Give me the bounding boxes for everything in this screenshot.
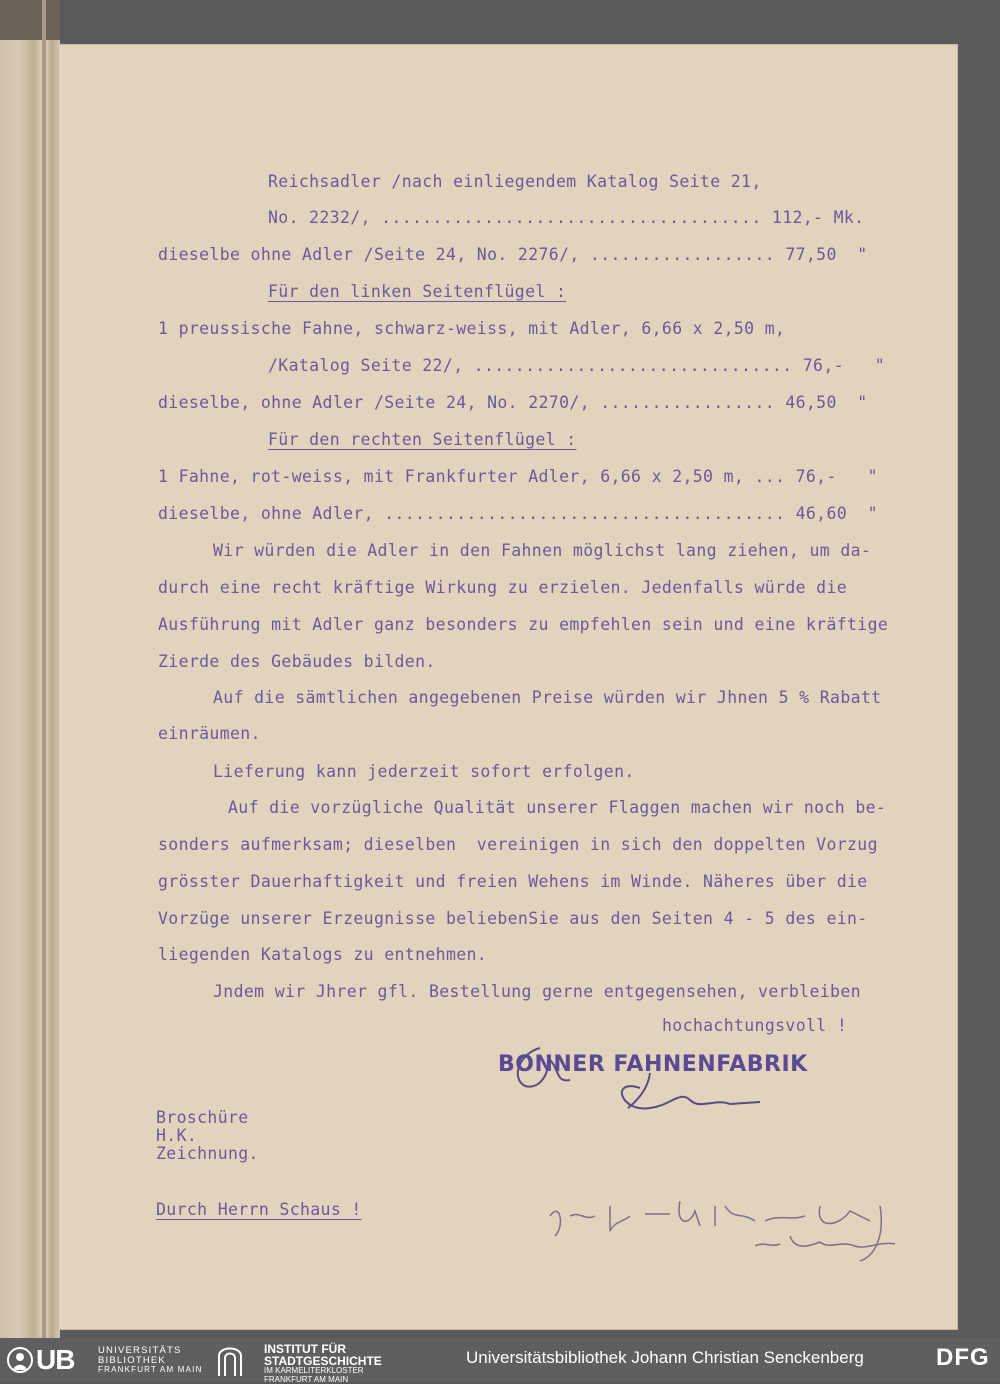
letter-line: dieselbe ohne Adler /Seite 24, No. 2276/, .................. 77,50 " (158, 245, 958, 264)
letter-line: liegenden Katalogs zu entnehmen. (158, 945, 958, 964)
enclosure-item: Broschüre (156, 1108, 958, 1127)
dfg-logo: DFG (936, 1344, 990, 1372)
letter-line: No. 2232/, ..................................... 112,- Mk. (268, 208, 958, 227)
letter-line: 1 preussische Fahne, schwarz-weiss, mit Adler, 6,66 x 2,50 m, (158, 319, 958, 338)
ub-line: FRANKFURT AM MAIN (98, 1366, 203, 1375)
letter-line: Auf die sämtlichen angegebenen Preise würden wir Jhnen 5 % Rabatt (213, 688, 958, 707)
letter-line: Auf die vorzügliche Qualität unserer Flaggen machen wir noch be- (228, 798, 958, 817)
closing-line: hochachtungsvoll ! (662, 1016, 958, 1035)
section-heading-right-wing: Für den rechten Seitenflügel : (268, 430, 958, 449)
letter-line: Lieferung kann jederzeit sofort erfolgen. (213, 762, 958, 781)
letter-line: durch eine recht kräftige Wirkung zu erzielen. Jedenfalls würde die (158, 578, 958, 597)
ub-logo-text: UB (36, 1344, 74, 1376)
enclosure-item: Zeichnung. (156, 1144, 958, 1163)
company-stamp: BONNER FAHNENFABRIK (498, 1052, 808, 1077)
institute-arch-icon (216, 1342, 244, 1378)
institute-line: IM KARMELITERKLOSTER (264, 1367, 382, 1376)
letter-line: /Katalog Seite 22/, ............................... 76,- " (268, 356, 958, 375)
letter-line: Ausführung mit Adler ganz besonders zu empfehlen sein und eine kräftige (158, 615, 958, 634)
binder-edge (0, 0, 60, 1338)
letter-line: dieselbe, ohne Adler, ....................................... 46,60 " (158, 504, 958, 523)
letter-line: Vorzüge unserer Erzeugnisse beliebenSie aus den Seiten 4 - 5 des ein- (158, 909, 958, 928)
letter-line: Wir würden die Adler in den Fahnen möglichst lang ziehen, um da- (213, 541, 958, 560)
letter-line: dieselbe, ohne Adler /Seite 24, No. 2270/, ................. 46,50 " (158, 393, 958, 412)
institute-line: FRANKFURT AM MAIN (264, 1376, 382, 1384)
letter-line: Jndem wir Jhrer gfl. Bestellung gerne entgegensehen, verbleiben (213, 982, 958, 1001)
institute-line: STADTGESCHICHTE (264, 1355, 382, 1367)
footer-bar (0, 1338, 1000, 1382)
letter-line: einräumen. (158, 724, 958, 743)
letter-page (58, 44, 958, 1330)
letter-line: grösster Dauerhaftigkeit und freien Wehens im Winde. Näheres über die (158, 872, 958, 891)
ub-line: UNIVERSITÄTS (98, 1346, 203, 1356)
delivery-note: Durch Herrn Schaus ! (156, 1200, 958, 1219)
institute-line: INSTITUT FÜR (264, 1343, 382, 1355)
section-heading-left-wing: Für den linken Seitenflügel : (268, 282, 958, 301)
ub-seal-icon (6, 1342, 34, 1378)
binder-cover (0, 0, 60, 40)
ub-line: BIBLIOTHEK (98, 1356, 203, 1366)
letter-line: Reichsadler /nach einliegendem Katalog Seite 21, (268, 172, 958, 191)
handwritten-note (540, 1186, 920, 1266)
binder-fold (42, 0, 46, 1338)
library-name: Universitätsbibliothek Johann Christian Senckenberg (466, 1348, 864, 1368)
enclosure-item: H.K. (156, 1126, 958, 1145)
letter-line: Zierde des Gebäudes bilden. (158, 652, 958, 671)
letter-line: sonders aufmerksam; dieselben vereinigen in sich den doppelten Vorzug (158, 835, 958, 854)
institute-logo-lines (264, 1343, 382, 1384)
handwritten-signature (500, 1028, 780, 1128)
letter-line: 1 Fahne, rot-weiss, mit Frankfurter Adler, 6,66 x 2,50 m, ... 76,- " (158, 467, 958, 486)
ub-logo-lines (98, 1346, 203, 1375)
